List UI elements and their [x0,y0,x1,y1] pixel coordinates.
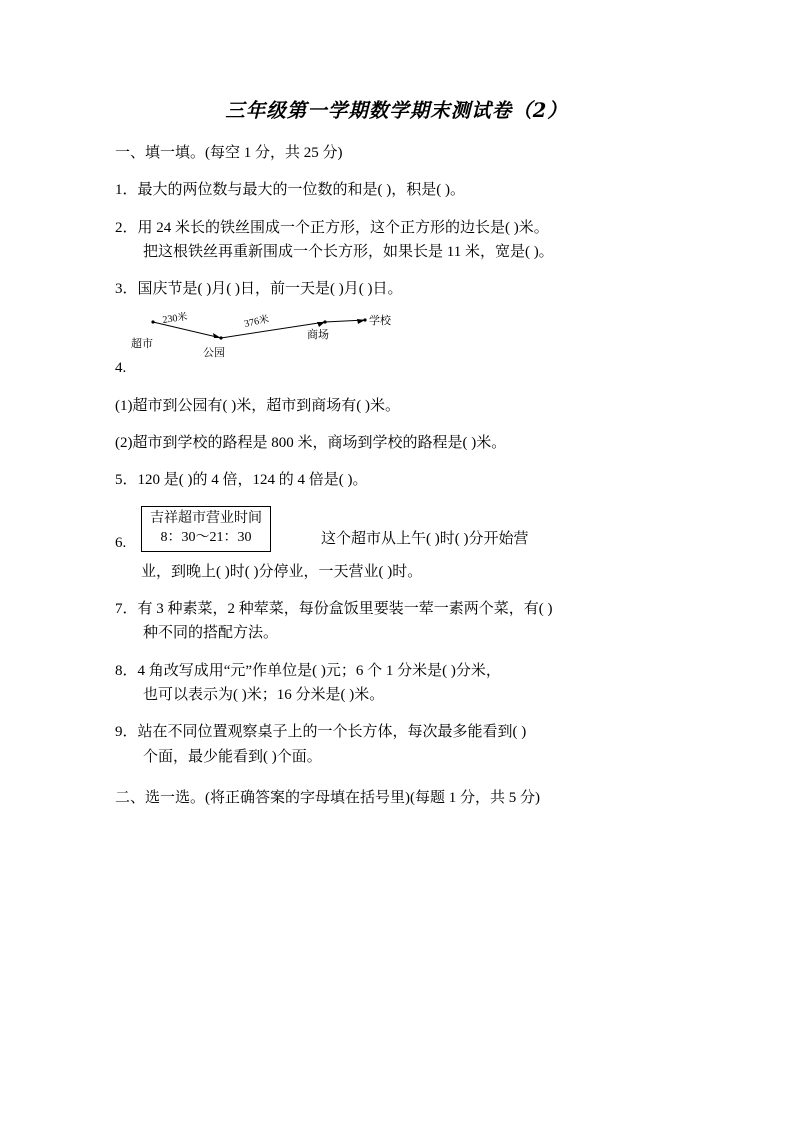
question-7-text-line2: 种不同的搭配方法。 [143,625,279,642]
store-hours-value: 8：30～21：30 [160,529,252,545]
label-mall: 商场 [307,329,329,342]
question-8-text-line2: 也可以表示为( )米；16 分米是( )米。 [143,687,385,704]
paper-body [115,142,685,823]
question-1 [115,178,685,202]
question-1-number: 1． [115,182,138,199]
question-5-number: 5． [115,472,138,489]
question-9-number: 9． [115,724,138,741]
question-8 [115,659,685,708]
question-8-text-line1: 4 角改写成用“元”作单位是( )元；6 个 1 分米是( )分米， [137,662,501,679]
page-title: 三年级第一学期数学期末测试卷（2） [225,99,568,122]
question-4-number: 4. [115,360,127,377]
label-school: 学校 [369,315,391,328]
question-2 [115,216,685,265]
route-diagram [115,312,685,360]
question-9 [115,720,685,769]
label-distance-2: 376米 [243,314,271,331]
store-hours-title: 吉祥超市营业时间 [150,510,262,526]
question-6 [115,506,685,555]
question-2-text-line2: 把这根铁丝再重新围成一个长方形，如果长是 11 米，宽是( )。 [143,243,554,260]
question-6-text-line1: 这个超市从上午( )时( )分开始营 [321,530,529,547]
question-5 [115,468,685,492]
question-6-number: 6. [115,534,127,551]
question-2-number: 2． [115,219,138,236]
route-diagram-svg [129,312,469,364]
section-heading-multiple-choice: 二、选一选。(将正确答案的字母填在括号里)(每题 1 分，共 5 分) [115,789,540,806]
question-6-text-line2: 业，到晚上( )时( )分停业，一天营业( )时。 [141,563,423,580]
question-7 [115,597,685,646]
question-4-sub2: (2)超市到学校的路程是 800 米，商场到学校的路程是( )米。 [115,435,507,452]
section-heading-fill-in: 一、填一填。(每空 1 分，共 25 分) [115,145,343,161]
question-8-number: 8． [115,662,138,679]
question-7-text-line1: 有 3 种素菜，2 种荤菜，每份盒饭里要装一荤一素两个菜，有( ) [137,601,553,618]
question-4-sub1: (1)超市到公园有( )米，超市到商场有( )米。 [115,397,400,414]
question-1-text: 最大的两位数与最大的一位数的和是( )，积是( )。 [137,182,465,199]
question-5-text: 120 是( )的 4 倍，124 的 4 倍是( )。 [137,472,368,489]
question-3 [115,277,685,301]
label-park: 公园 [203,347,225,360]
store-hours-box [141,506,271,553]
label-distance-1: 230米 [161,312,189,327]
question-3-text: 国庆节是( )月( )日，前一天是( )月( )日。 [137,281,403,298]
question-3-number: 3． [115,281,138,298]
question-9-text-line1: 站在不同位置观察桌子上的一个长方体，每次最多能看到( ) [137,724,527,741]
label-supermarket: 超市 [131,338,153,351]
question-9-text-line2: 个面，最少能看到( )个面。 [143,748,322,765]
question-2-text-line1: 用 24 米长的铁丝围成一个正方形，这个正方形的边长是( )米。 [137,219,549,236]
question-7-number: 7． [115,601,138,618]
question-6-sign-box-wrap [141,506,301,553]
